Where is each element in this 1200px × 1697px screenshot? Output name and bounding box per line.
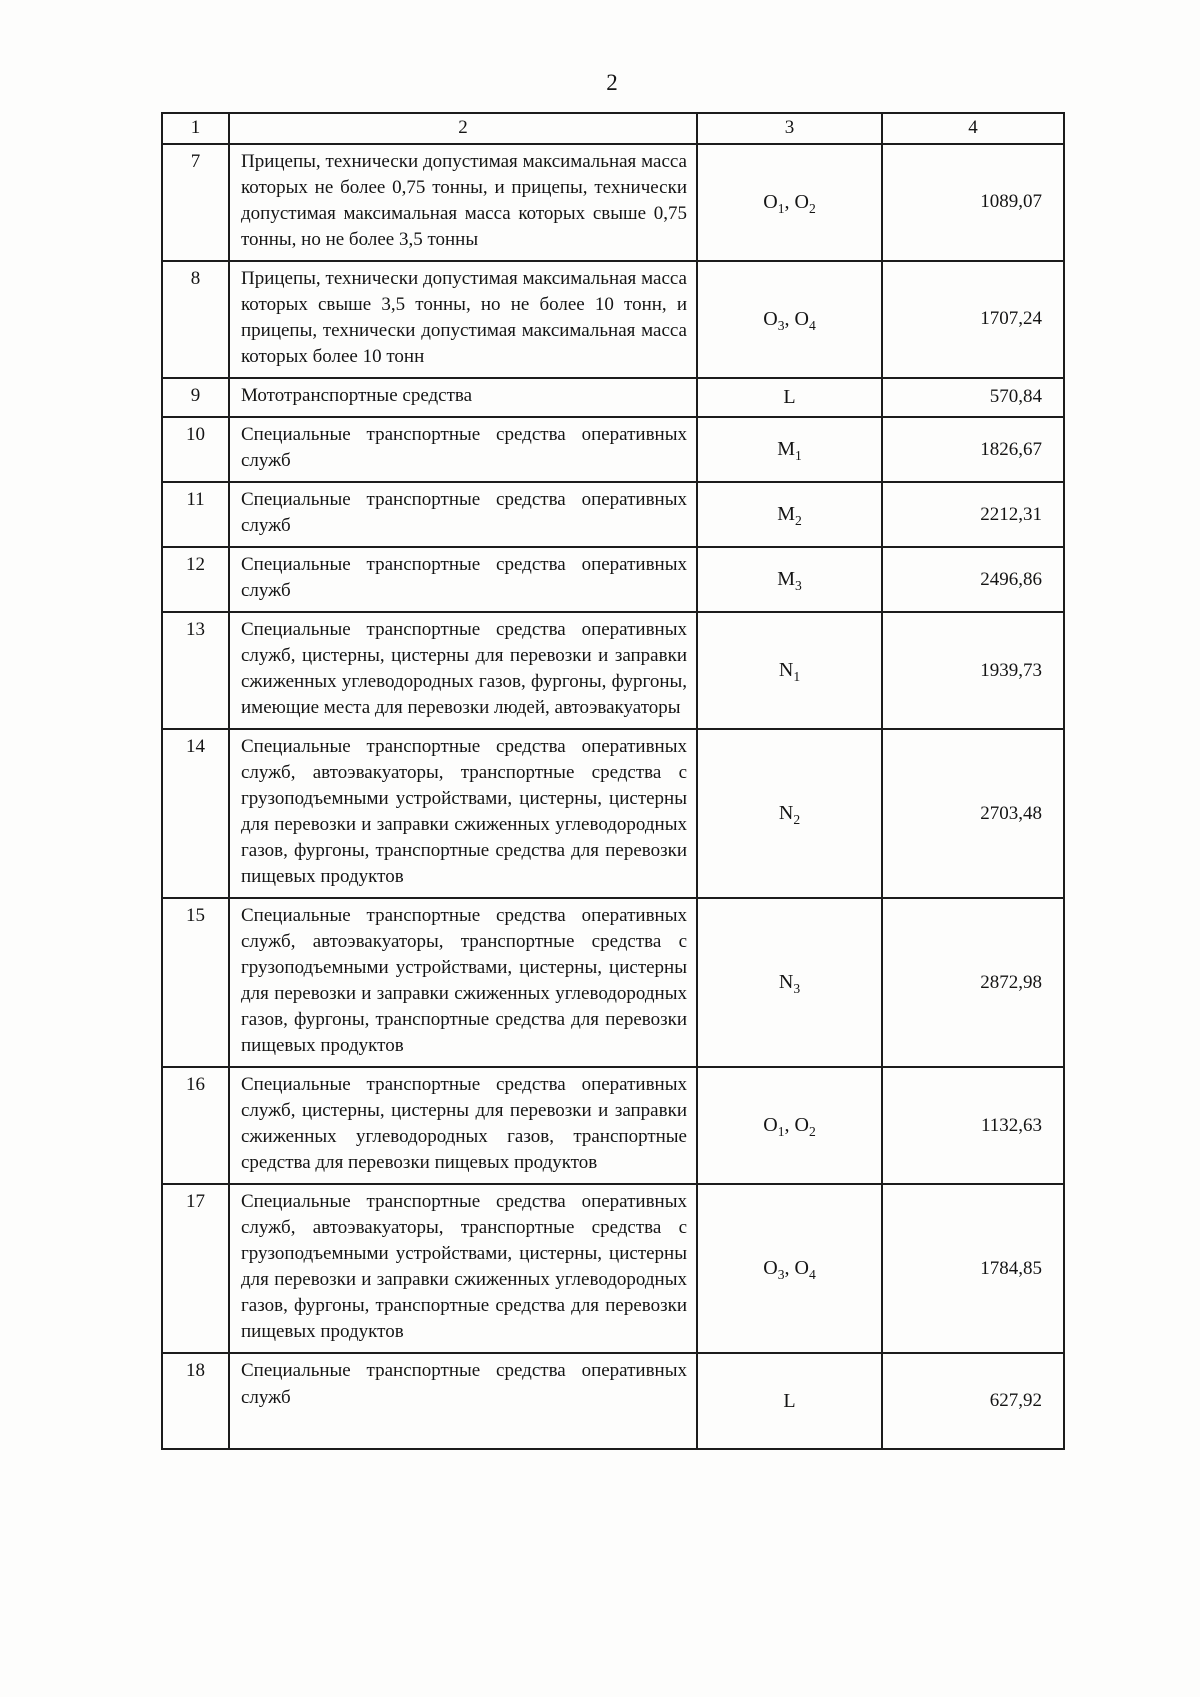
row-category: $O_3$, $O_4$	[697, 261, 882, 378]
row-description: Специальные транспортные средства оперативных служб	[229, 547, 697, 612]
row-value: 627,92	[882, 1353, 1064, 1449]
row-number: 18	[162, 1353, 229, 1449]
row-description: Специальные транспортные средства оперативных служб, автоэвакуаторы, транспортные средства с грузоподъемными устройствами, цистерны, цистерны для перевозки и заправки сжиженных углеводородных газов, фургоны, транспортные средства для перевозки пищевых продуктов	[229, 729, 697, 898]
row-value: 2872,98	[882, 898, 1064, 1067]
table-row	[162, 261, 1064, 378]
row-number: 13	[162, 612, 229, 729]
row-category: $N_3$	[697, 898, 882, 1067]
row-number: 12	[162, 547, 229, 612]
table-row	[162, 1184, 1064, 1353]
row-category: $O_3$, $O_4$	[697, 1184, 882, 1353]
table-row	[162, 1067, 1064, 1184]
row-category: L	[697, 1353, 882, 1449]
row-value: 2703,48	[882, 729, 1064, 898]
column-header-1: 1	[162, 113, 229, 144]
row-description: Специальные транспортные средства оперативных служб	[229, 482, 697, 547]
row-number: 9	[162, 378, 229, 417]
header-row	[162, 113, 1064, 144]
row-description: Прицепы, технически допустимая максимальная масса которых не более 0,75 тонны, и прицепы, технически допустимая максимальная масса которых свыше 0,75 тонны, но не более 3,5 тонны	[229, 144, 697, 261]
table-row	[162, 898, 1064, 1067]
tariff-table	[161, 112, 1065, 1450]
row-value: 1089,07	[882, 144, 1064, 261]
row-description: Мототранспортные средства	[229, 378, 697, 417]
row-category: $O_1$, $O_2$	[697, 144, 882, 261]
row-category: $M_1$	[697, 417, 882, 482]
row-number: 15	[162, 898, 229, 1067]
row-value: 2496,86	[882, 547, 1064, 612]
row-category: $N_2$	[697, 729, 882, 898]
column-header-2: 2	[229, 113, 697, 144]
row-description: Специальные транспортные средства оперативных служб, цистерны, цистерны для перевозки и заправки сжиженных углеводородных газов, транспортные средства для перевозки пищевых продуктов	[229, 1067, 697, 1184]
row-description: Специальные транспортные средства оперативных служб, автоэвакуаторы, транспортные средства с грузоподъемными устройствами, цистерны, цистерны для перевозки и заправки сжиженных углеводородных газов, фургоны, транспортные средства для перевозки пищевых продуктов	[229, 898, 697, 1067]
row-number: 11	[162, 482, 229, 547]
page-number: 2	[606, 70, 618, 95]
row-value: 1939,73	[882, 612, 1064, 729]
row-number: 17	[162, 1184, 229, 1353]
row-number: 7	[162, 144, 229, 261]
table-row	[162, 378, 1064, 417]
row-number: 10	[162, 417, 229, 482]
table-row	[162, 612, 1064, 729]
row-value: 1707,24	[882, 261, 1064, 378]
row-value: 570,84	[882, 378, 1064, 417]
row-value: 1784,85	[882, 1184, 1064, 1353]
column-header-4: 4	[882, 113, 1064, 144]
table-row	[162, 144, 1064, 261]
row-value: 2212,31	[882, 482, 1064, 547]
tariff-table-body	[162, 144, 1064, 1450]
row-category: $M_3$	[697, 547, 882, 612]
table-row	[162, 1353, 1064, 1449]
row-number: 8	[162, 261, 229, 378]
row-description: Специальные транспортные средства оперативных служб, цистерны, цистерны для перевозки и заправки сжиженных углеводородных газов, фургоны, фургоны, имеющие места для перевозки людей, автоэвакуаторы	[229, 612, 697, 729]
row-category: $O_1$, $O_2$	[697, 1067, 882, 1184]
row-description: Специальные транспортные средства оперативных служб, автоэвакуаторы, транспортные средства с грузоподъемными устройствами, цистерны, цистерны для перевозки и заправки сжиженных углеводородных газов, фургоны, транспортные средства для перевозки пищевых продуктов	[229, 1184, 697, 1353]
row-category: $N_1$	[697, 612, 882, 729]
row-description: Прицепы, технически допустимая максимальная масса которых свыше 3,5 тонны, но не более 10 тонн, и прицепы, технически допустимая максимальная масса которых более 10 тонн	[229, 261, 697, 378]
row-description: Специальные транспортные средства оперативных служб	[229, 417, 697, 482]
column-header-3: 3	[697, 113, 882, 144]
table-row	[162, 417, 1064, 482]
table-row	[162, 547, 1064, 612]
row-description: Специальные транспортные средства оперативных служб	[229, 1353, 697, 1449]
row-number: 16	[162, 1067, 229, 1184]
table-row	[162, 482, 1064, 547]
tariff-table-header	[162, 113, 1064, 144]
row-value: 1826,67	[882, 417, 1064, 482]
row-category: L	[697, 378, 882, 417]
table-row	[162, 729, 1064, 898]
row-number: 14	[162, 729, 229, 898]
row-category: $M_2$	[697, 482, 882, 547]
row-value: 1132,63	[882, 1067, 1064, 1184]
